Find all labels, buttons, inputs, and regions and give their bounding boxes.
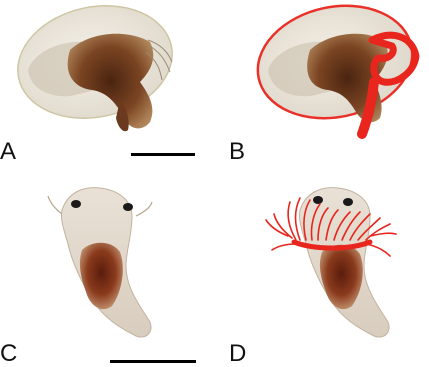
panel-d-eyespot-right [343, 198, 353, 206]
panel-d-specimen [266, 188, 396, 337]
panel-c-eyespot-left [71, 200, 81, 208]
panel-label-d: D [229, 340, 247, 367]
panel-c-scale-bar [110, 360, 196, 363]
panel-b-specimen [247, 0, 422, 134]
panel-a-specimen [7, 0, 182, 132]
panel-label-a: A [0, 138, 17, 165]
panel-d-eyespot-left [313, 196, 323, 204]
panel-label-c: C [0, 340, 18, 367]
panel-label-b: B [229, 138, 246, 165]
panel-a-scale-bar [131, 153, 195, 156]
panel-c-eyespot-right [123, 203, 133, 211]
panel-c-specimen [48, 188, 152, 337]
